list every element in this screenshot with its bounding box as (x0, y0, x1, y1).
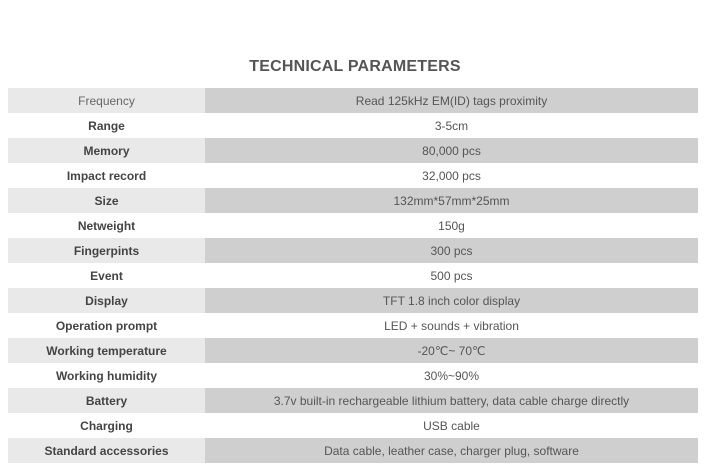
spec-value: USB cable (423, 418, 480, 433)
spec-value: Data cable, leather case, charger plug, software (205, 438, 698, 463)
spec-label: Event (90, 268, 123, 283)
spec-label: Range (88, 118, 125, 133)
table-row (8, 138, 698, 163)
spec-value: 80,000 pcs (205, 138, 698, 163)
spec-label: Memory (8, 138, 205, 163)
spec-label: Impact record (66, 168, 147, 183)
spec-label: Netweight (77, 218, 136, 233)
spec-value: 30%~90% (423, 368, 480, 383)
table-row (8, 238, 698, 263)
spec-value: 32,000 pcs (422, 168, 481, 183)
spec-value: -20℃~ 70℃ (205, 338, 698, 363)
spec-label: Size (8, 188, 205, 213)
spec-value: 3.7v built-in rechargeable lithium battery, data cable charge directly (205, 388, 698, 413)
spec-label: Standard accessories (8, 438, 205, 463)
spec-value: LED + sounds + vibration (384, 318, 519, 333)
table-row (8, 313, 698, 338)
table-row (8, 413, 698, 438)
table-row (8, 88, 698, 113)
table-row (8, 213, 698, 238)
spec-value: 150g (438, 218, 465, 233)
spec-value: Read 125kHz EM(ID) tags proximity (205, 88, 698, 113)
table-row (8, 438, 698, 463)
table-row (8, 113, 698, 138)
table-row (8, 288, 698, 313)
spec-label: Display (8, 288, 205, 313)
spec-label: Battery (8, 388, 205, 413)
spec-label: Working humidity (55, 368, 158, 383)
table-row (8, 388, 698, 413)
spec-value: 300 pcs (205, 238, 698, 263)
table-row (8, 188, 698, 213)
table-row (8, 363, 698, 388)
spec-label: Fingerpints (8, 238, 205, 263)
spec-value: 500 pcs (430, 268, 473, 283)
spec-label: Working temperature (8, 338, 205, 363)
spec-value: 132mm*57mm*25mm (205, 188, 698, 213)
table-row (8, 163, 698, 188)
spec-table (8, 88, 698, 463)
table-row (8, 338, 698, 363)
spec-label: Charging (80, 418, 133, 433)
table-row (8, 263, 698, 288)
spec-label: Operation prompt (55, 318, 158, 333)
spec-label: Frequency (8, 88, 205, 113)
spec-value: 3-5cm (434, 118, 469, 133)
page-title: TECHNICAL PARAMETERS (249, 58, 461, 75)
spec-value: TFT 1.8 inch color display (205, 288, 698, 313)
